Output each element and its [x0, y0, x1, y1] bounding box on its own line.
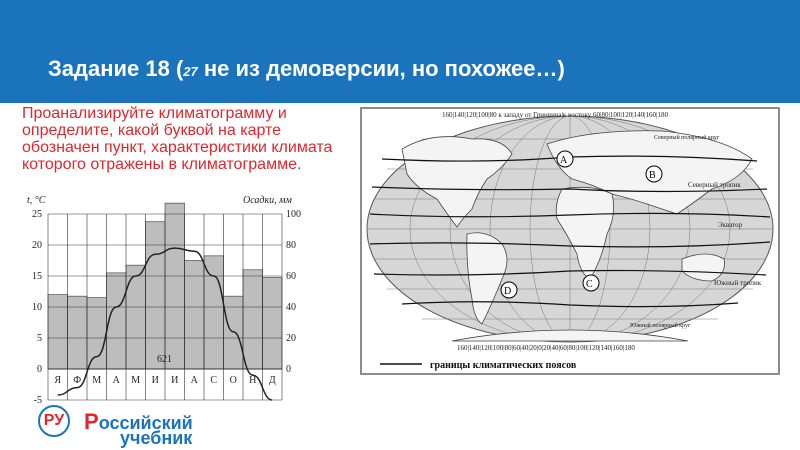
slide-title: Задание 18 (27 не из демоверсии, но похожее…) [48, 56, 565, 81]
month-label: И [151, 375, 159, 386]
task-text: Проанализируйте климатограмму и определите, какой буквой на карте обозначен пункт, характеристики климата которого отражены в климатограмме. [22, 105, 333, 173]
line-label-equator: Экватор [718, 221, 743, 229]
map-top-longitudes: 160|140|120|100|80 к западу от Гринвича|к востоку 60|80|100|120|140|160|180 [442, 111, 668, 119]
line-label-south-polar: Южный полярный круг [630, 323, 691, 329]
right-tick-label: 100 [286, 209, 301, 220]
left-tick-label: 5 [37, 333, 42, 344]
line-label-south-tropic: Южный тропик [714, 279, 762, 287]
point-d-label: D [504, 286, 512, 297]
precip-bar [146, 222, 166, 369]
left-tick-label: 25 [32, 209, 42, 220]
publisher-logo [38, 403, 238, 448]
left-tick-label: 10 [32, 302, 42, 313]
precip-bar [185, 261, 205, 370]
precip-bar [263, 278, 283, 369]
month-label: А [190, 375, 198, 386]
world-map [360, 107, 780, 375]
right-tick-label: 0 [286, 364, 291, 375]
month-label: А [112, 375, 120, 386]
right-axis-label: Осадки, мм [243, 195, 292, 206]
precip-bar [126, 265, 146, 369]
left-tick-label: -5 [33, 395, 42, 406]
logo-line2: учебник [120, 428, 193, 448]
right-tick-label: 20 [286, 333, 296, 344]
header-bar [0, 0, 800, 103]
point-a-label: А [560, 155, 568, 166]
line-label-north-tropic: Северный тропик [688, 181, 741, 189]
annual-precip-label: 621 [157, 354, 172, 365]
left-tick-label: 15 [32, 271, 42, 282]
left-tick-label: 20 [32, 240, 42, 251]
precip-bar [165, 203, 185, 369]
left-axis-label: t, °C [27, 195, 46, 206]
month-label: С [210, 375, 218, 386]
month-label: Н [249, 375, 257, 386]
right-tick-label: 80 [286, 240, 296, 251]
line-label-north-polar: Северный полярный круг [654, 135, 720, 141]
right-tick-label: 60 [286, 271, 296, 282]
month-label: Ф [73, 375, 82, 386]
precip-bar [204, 256, 224, 369]
right-tick-label: 40 [286, 302, 296, 313]
month-label: О [229, 375, 237, 386]
point-b-label: B [649, 170, 656, 181]
precip-bar [48, 295, 68, 369]
climatogram [0, 190, 310, 410]
month-label: И [171, 375, 179, 386]
month-label: М [92, 375, 102, 386]
month-label: М [131, 375, 141, 386]
map-bottom-longitudes: 160|140|120|100|80|60|40|20|0|20|40|60|80|100|120|140|160|180 [457, 344, 635, 352]
month-label: Я [54, 375, 62, 386]
month-label: Д [268, 375, 276, 386]
logo-mark: РУ [38, 405, 70, 437]
precip-bar [243, 270, 263, 369]
precip-bar [87, 298, 107, 369]
map-legend: границы климатических поясов [430, 360, 577, 371]
left-tick-label: 0 [37, 364, 42, 375]
point-c-label: C [586, 279, 593, 290]
logo-line1: Российский [84, 409, 193, 434]
